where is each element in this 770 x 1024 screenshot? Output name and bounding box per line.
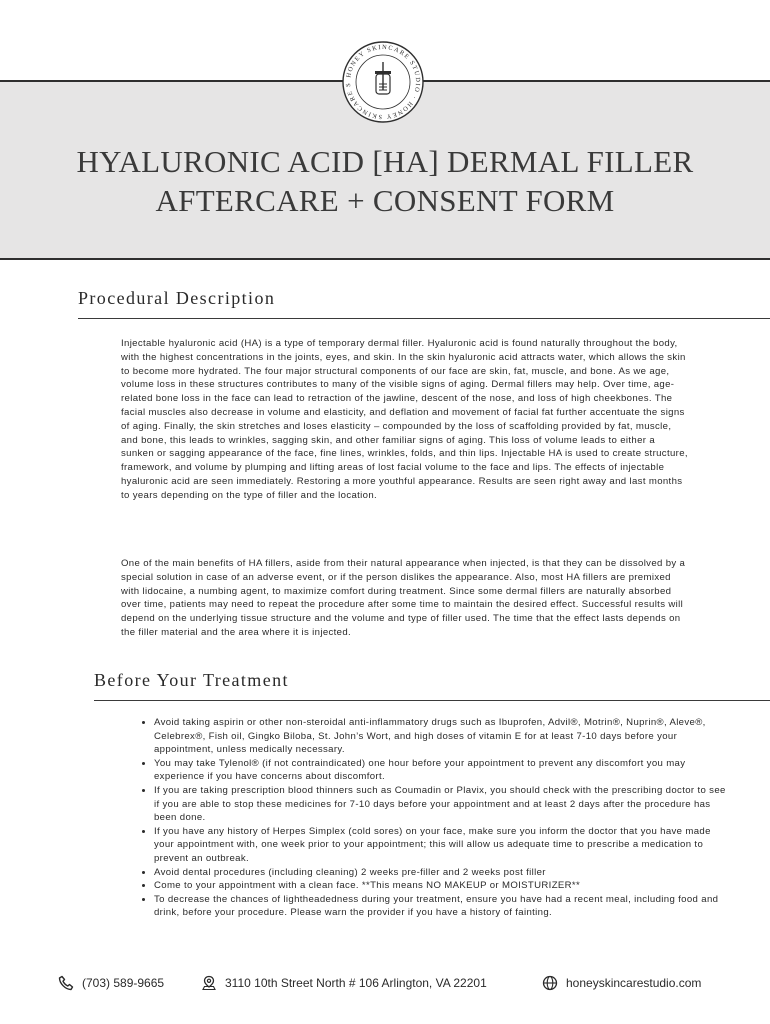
before-divider <box>94 700 770 701</box>
phone-icon <box>58 975 74 991</box>
list-item: • If you are taking prescription blood thinners such as Coumadin or Plavix, you should check with the prescribing doctor to see if you are able to stop these medicines for 7-10 days before your appointment and at least 2 days after the procedure has been done. <box>154 784 726 825</box>
list-item: • To decrease the chances of lightheadedness during your treatment, ensure you have had a recent meal, including food and drink, before your procedure. Please warn the provider if you have a history of fainting. <box>154 893 726 920</box>
phone-number: (703) 589-9665 <box>82 976 165 990</box>
studio-logo <box>341 40 425 124</box>
list-item: • Avoid dental procedures (including cleaning) 2 weeks pre-filler and 2 weeks post filler <box>154 866 726 880</box>
before-list <box>138 716 726 920</box>
footer <box>0 975 770 997</box>
procedural-paragraph-1: Injectable hyaluronic acid (HA) is a type of temporary dermal filler. Hyaluronic acid is found naturally throughout the body, with the highest concentrations in the joints, eyes, and skin. In the skin hyaluronic acid attracts water, which allows the skin to become more hydrated. The four major structural components of our face are skin, fat, muscle, and bone. As we age, volume loss in these structures contributes to many of the visible signs of aging. Dermal fillers may help. Over time, age-related bone loss in the face can lead to retraction of the jawline, descent of the nose, and loss of high cheekbones. The facial muscles also decrease in volume and elasticity, and deflation and movement of facial fat further accentuate the signs of aging. Finally, the skin stretches and loses elasticity – compounded by the loss of scaffolding provided by fat, muscle, and bone, this leads to wrinkles, sagging skin, and other familiar signs of aging. This loss of volume leads to either a sunken or sagging appearance of the face, fine lines, wrinkles, folds, and thin lips. Injectable HA is used to create structure, framework, and volume by plumping and lifting areas of lost facial volume to the face and lips. The effects of injectable hyaluronic acid are seen immediately. Restoring a more youthful appearance. Results are seen right away and last months to years depending on the type of filler and the location. <box>121 338 688 501</box>
website-link[interactable]: honeyskincarestudio.com <box>566 976 702 990</box>
svg-text:HONEY SKINCARE STUDIO · HONEY: HONEY SKINCARE STUDIO · HONEY SKINCARE S <box>344 43 422 121</box>
procedural-divider <box>78 318 770 319</box>
before-heading: Before Your Treatment <box>94 670 289 690</box>
location-pin-icon <box>201 975 217 991</box>
list-item: • Come to your appointment with a clean face. **This means NO MAKEUP or MOISTURIZER** <box>154 879 726 893</box>
procedural-paragraph-2: One of the main benefits of HA fillers, aside from their natural appearance when injected, is that they can be dissolved by a special solution in case of an adverse event, or if the person dislikes the appearance. Also, most HA fillers are premixed with lidocaine, a numbing agent, to maximize comfort during treatment. Since some dermal fillers are naturally absorbed over time, patients may need to repeat the procedure after some time to maintain the desired effect. Successful results will depend on the underlying tissue structure and the volume and type of filler used. The time that the effect lasts depends on the filler material and the area where it is injected. <box>121 558 686 638</box>
globe-icon <box>542 975 558 991</box>
address-text: 3110 10th Street North # 106 Arlington, VA 22201 <box>225 976 487 990</box>
title-line-1: HYALURONIC ACID [HA] DERMAL FILLER <box>76 144 694 179</box>
page-title <box>0 142 770 220</box>
list-item: • If you have any history of Herpes Simplex (cold sores) on your face, make sure you inform the doctor that you have made your appointment with, one week prior to your appointment; this will allow us adequate time to prescribe a medication to prevent an outbreak. <box>154 825 726 866</box>
list-item: • Avoid taking aspirin or other non-steroidal anti-inflammatory drugs such as Ibuprofen, Advil®, Motrin®, Nuprin®, Aleve®, Celebrex®, Fish oil, Gingko Biloba, St. John’s Wort, and high doses of vitamin E for at least 7-10 days before your appointment, unless medically necessary. <box>154 716 726 757</box>
title-line-2: AFTERCARE + CONSENT FORM <box>155 183 615 218</box>
footer-phone[interactable] <box>58 975 164 991</box>
footer-website[interactable] <box>542 975 701 991</box>
footer-address <box>201 975 487 991</box>
list-item: • You may take Tylenol® (if not contraindicated) one hour before your appointment to prevent any discomfort you may experience if you have concerns about discomfort. <box>154 757 726 784</box>
procedural-heading: Procedural Description <box>78 288 276 308</box>
